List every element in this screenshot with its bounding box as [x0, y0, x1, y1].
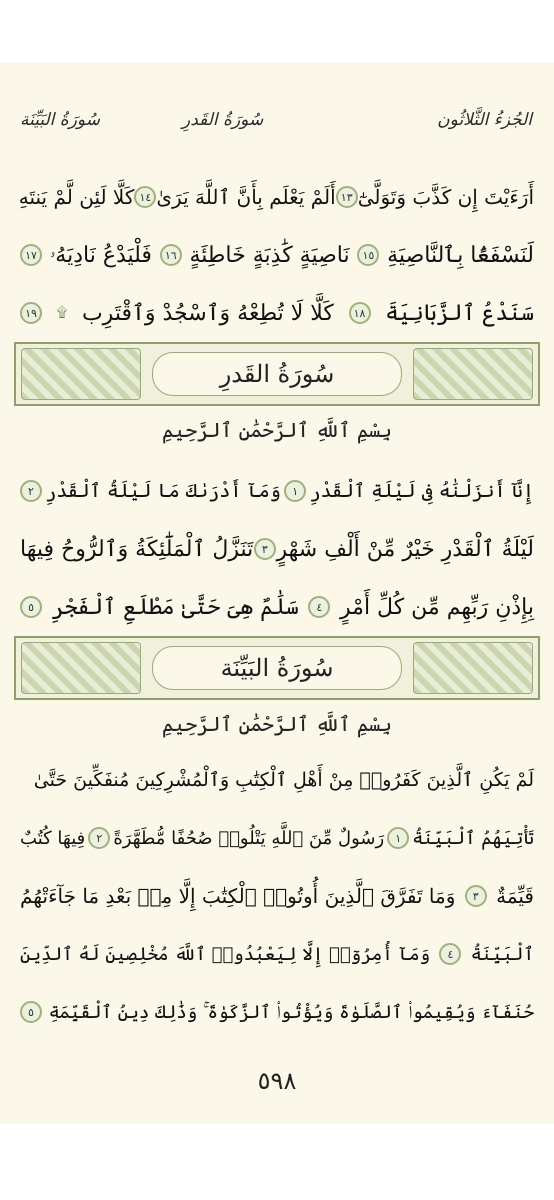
- ayah-number-marker[interactable]: ٤: [439, 943, 461, 965]
- ayah-number-marker[interactable]: ١٨: [349, 302, 371, 324]
- ayah-text: قَيِّمَةٌ: [496, 884, 534, 908]
- ayah-line: [20, 934, 534, 974]
- ayah-text: حُنَفَآءَ وَيُقِيمُوا۟ ٱلصَّلَوٰةَ وَيُؤْتُوا۟ ٱلزَّكَوٰةَ ۚ وَذَٰلِكَ دِينُ ٱلْقَيِّمَةِ: [48, 1001, 534, 1023]
- ornament-icon: [21, 642, 141, 694]
- ayah-text: أَرَءَيْتَ إِن كَذَّبَ وَتَوَلَّىٰٓ: [357, 185, 534, 209]
- ayah-text: نَاصِيَةٍ كَٰذِبَةٍ خَاطِئَةٍ: [189, 242, 350, 268]
- page-number: ٥٩٨: [257, 1067, 297, 1095]
- ayah-number-marker[interactable]: ١٤: [134, 186, 156, 208]
- ayah-text: لَيْلَةُ ٱلْقَدْرِ خَيْرٌ مِّنْ أَلْفِ شَهْرٍ: [276, 536, 534, 562]
- ayah-text: وَمَآ أَدْرَىٰكَ مَا لَيْلَةُ ٱلْقَدْرِ: [45, 480, 281, 502]
- ayah-line: [20, 235, 534, 275]
- ayah-number-marker[interactable]: ١: [284, 480, 306, 502]
- ayah-text: لَنَسْفَعًۢا بِٱلنَّاصِيَةِ: [387, 242, 534, 268]
- ayah-text: رَسُولٌ مِّنَ ٱللَّهِ يَتْلُوا۟ صُحُفًا مُّطَهَّرَةً: [113, 827, 385, 849]
- ornament-icon: [21, 348, 141, 400]
- ayah-number-marker[interactable]: ١٣: [336, 186, 358, 208]
- ayah-line: [20, 760, 534, 800]
- ayah-number-marker[interactable]: ٣: [254, 538, 276, 560]
- ayah-line: [20, 992, 534, 1032]
- ayah-number-marker[interactable]: ٣: [465, 885, 487, 907]
- ayah-number-marker[interactable]: ٢: [20, 480, 42, 502]
- ayah-text: تَأْتِيَهُمُ ٱلْبَيِّنَةُ: [412, 827, 534, 849]
- ayah-text: سَلَٰمٌ هِىَ حَتَّىٰ مَطْلَعِ ٱلْفَجْرِ: [51, 594, 299, 620]
- ayah-line: [20, 177, 534, 217]
- ayah-line: [20, 529, 534, 569]
- juz-title: الجُزءُ الثَّلاثُون: [437, 110, 532, 130]
- ayah-text: كَلَّا لَا تُطِعْهُ وَٱسْجُدْ وَٱقْتَرِب: [81, 300, 334, 326]
- ayah-text: لَمْ يَكُنِ ٱلَّذِينَ كَفَرُوا۟ مِنْ أَهْلِ ٱلْكِتَٰبِ وَٱلْمُشْرِكِينَ مُنفَكِّينَ حَتَّىٰ: [33, 769, 534, 791]
- surah-header-bayyina: سُورَةُ البَيِّنَة: [20, 110, 100, 130]
- ayah-number-marker[interactable]: ١: [387, 827, 409, 849]
- ornament-icon: [413, 642, 533, 694]
- ayah-text: بِإِذْنِ رَبِّهِم مِّن كُلِّ أَمْرٍ: [340, 594, 534, 620]
- ayah-text: أَلَمْ يَعْلَم بِأَنَّ ٱللَّهَ يَرَىٰ: [156, 185, 336, 209]
- ayah-number-marker[interactable]: ١٧: [20, 244, 42, 266]
- ayah-number-marker[interactable]: ١٦: [160, 244, 182, 266]
- ayah-text: تَنَزَّلُ ٱلْمَلَٰٓئِكَةُ وَٱلرُّوحُ فِيهَا: [20, 536, 254, 562]
- ayah-line: [20, 471, 534, 511]
- ayah-number-marker[interactable]: ١٥: [357, 244, 379, 266]
- ayah-line: [20, 876, 534, 916]
- ayah-text: فِيهَا كُتُبٌ: [20, 827, 86, 849]
- mushaf-page: [0, 62, 554, 1124]
- basmala: بِسْمِ ٱللَّهِ ٱلرَّحْمَٰنِ ٱلرَّحِيمِ: [161, 712, 392, 736]
- ayah-number-marker[interactable]: ٢: [88, 827, 110, 849]
- ayah-text: فَلْيَدْعُ نَادِيَهُۥ: [49, 242, 152, 268]
- surah-banner-qadr: [14, 342, 540, 406]
- sajda-icon: ۩: [56, 305, 68, 321]
- surah-title: سُورَةُ البَيِّنَة: [152, 646, 402, 690]
- ayah-text: إِنَّآ أَنزَلْنَٰهُ فِى لَيْلَةِ ٱلْقَدْرِ: [309, 480, 534, 502]
- surah-title: سُورَةُ القَدرِ: [152, 352, 402, 396]
- surah-banner-bayyina: [14, 636, 540, 700]
- ayah-text: سَنَدْعُ ٱلزَّبَانِيَةَ: [385, 300, 534, 326]
- surah-header-qadr: سُورَةُ القَدرِ: [182, 110, 264, 130]
- ayah-line: [20, 818, 534, 858]
- ayah-line: [20, 293, 534, 333]
- ayah-line: [20, 587, 534, 627]
- ornament-icon: [413, 348, 533, 400]
- ayah-text: ٱلْبَيِّنَةُ: [470, 943, 534, 965]
- ayah-number-marker[interactable]: ١٩: [20, 302, 42, 324]
- ayah-text: وَمَا تَفَرَّقَ ٱلَّذِينَ أُوتُوا۟ ٱلْكِتَٰبَ إِلَّا مِنۢ بَعْدِ مَا جَآءَتْهُمُ: [20, 884, 456, 908]
- ayah-number-marker[interactable]: ٥: [20, 1001, 42, 1023]
- ayah-number-marker[interactable]: ٤: [308, 596, 330, 618]
- ayah-number-marker[interactable]: ٥: [20, 596, 42, 618]
- basmala: بِسْمِ ٱللَّهِ ٱلرَّحْمَٰنِ ٱلرَّحِيمِ: [161, 418, 392, 442]
- ayah-text: وَمَآ أُمِرُوٓا۟ إِلَّا لِيَعْبُدُوا۟ ٱللَّهَ مُخْلِصِينَ لَهُ ٱلدِّينَ: [20, 943, 431, 965]
- ayah-text: كَلَّا لَئِن لَّمْ يَنتَهِ: [18, 185, 135, 209]
